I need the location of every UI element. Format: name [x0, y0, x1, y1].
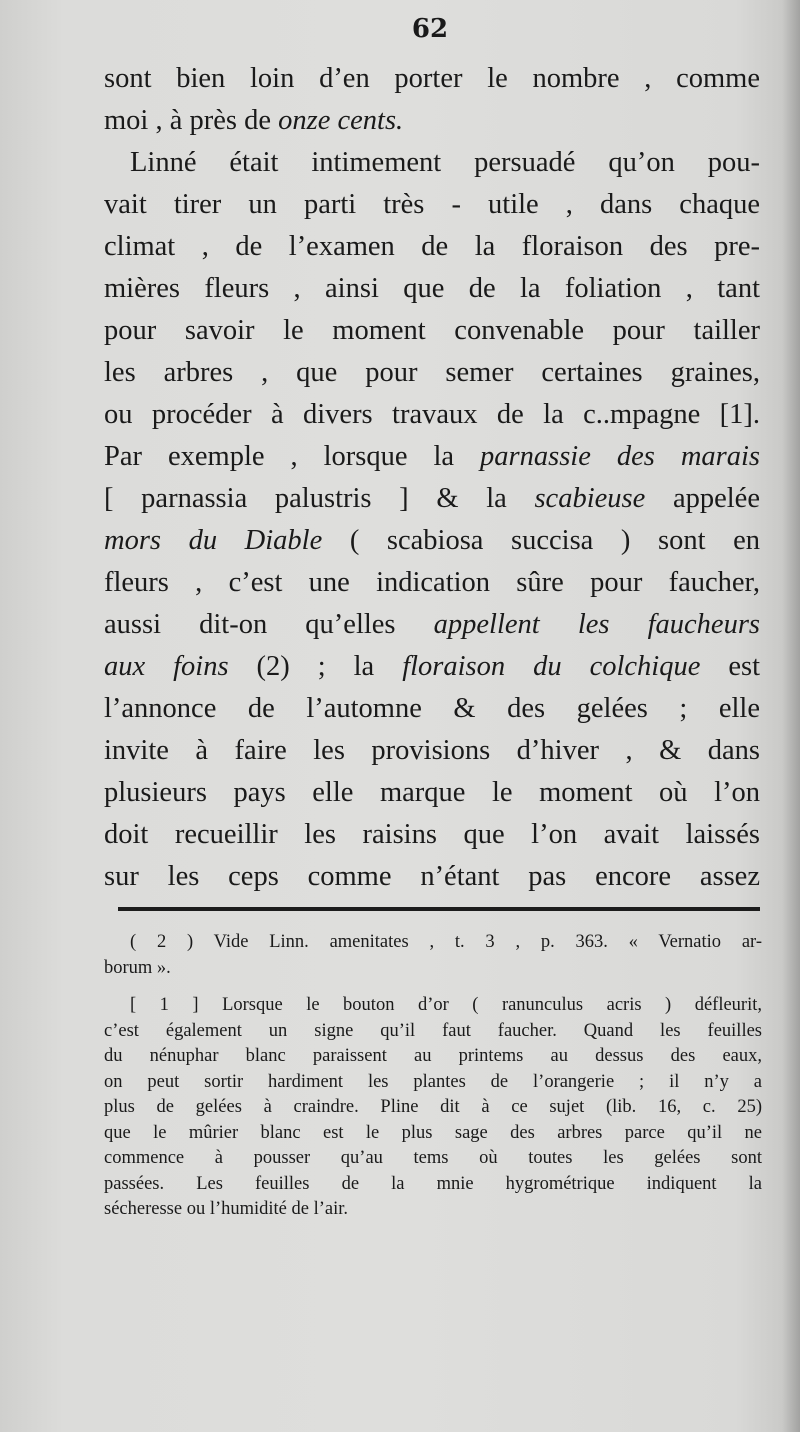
- text-line: ou procéder à divers travaux de la c..mpagne [1].: [104, 399, 760, 430]
- text-line: plusieurs pays elle marque le moment où l’on: [104, 777, 760, 808]
- footnote-2: [104, 930, 762, 981]
- text-line: [ parnassia palustris ] & la scabieuse appelée: [104, 483, 760, 514]
- text-line: sont bien loin d’en porter le nombre , comme: [104, 63, 760, 94]
- italic-phrase: onze cents.: [278, 105, 404, 136]
- text-line: vait tirer un parti très - utile , dans chaque: [104, 189, 760, 220]
- text-line: Par exemple , lorsque la parnassie des marais: [104, 441, 761, 472]
- text-line: sur les ceps comme n’étant pas encore assez: [104, 861, 760, 892]
- footnote-line: du nénuphar blanc paraissent au printems au dessus des eaux,: [104, 1046, 762, 1066]
- paragraph-start-line: Linné était intimement persuadé qu’on pou-: [130, 147, 760, 178]
- footnote-line: c’est également un signe qu’il faut faucher. Quand les feuilles: [104, 1020, 762, 1041]
- page-number: 62: [411, 14, 449, 44]
- text-line: les arbres , que pour semer certaines graines,: [104, 357, 760, 388]
- footnotes: [104, 930, 762, 1223]
- italic-phrase: aux foins: [104, 651, 229, 682]
- text-line: l’annonce de l’automne & des gelées ; elle: [104, 693, 760, 724]
- footnote-line: plus de gelées à craindre. Pline dit à ce sujet (lib. 16, c. 25): [104, 1097, 762, 1117]
- footnote-line: ( 2 ) Vide Linn. amenitates , t. 3 , p. 363. « Vernatio ar-: [130, 932, 762, 952]
- footnote-line: borum ».: [104, 957, 171, 978]
- italic-phrase: scabieuse: [534, 483, 646, 514]
- footnote-line: sécheresse ou l’humidité de l’air.: [104, 1199, 349, 1219]
- footnote-divider: [118, 907, 760, 911]
- italic-phrase: appellent les faucheurs: [433, 609, 761, 640]
- main-text: [104, 58, 760, 898]
- text-line: fleurs , c’est une indication sûre pour faucher,: [104, 567, 760, 598]
- footnote-line: commence à pousser qu’au tems où toutes les gelées sont: [104, 1148, 762, 1168]
- text-line: invite à faire les provisions d’hiver , & dans: [104, 735, 760, 766]
- text-line: aux foins (2) ; la floraison du colchique est: [104, 651, 760, 682]
- italic-phrase: mors du Diable: [104, 525, 323, 556]
- text-line: climat , de l’examen de la floraison des pre-: [104, 231, 760, 262]
- text-line: aussi dit-on qu’elles appellent les faucheurs: [104, 609, 761, 640]
- text-line: doit recueillir les raisins que l’on avait laissés: [104, 819, 760, 850]
- italic-phrase: parnassie des marais: [480, 441, 761, 472]
- text-line: mières fleurs , ainsi que de la foliation , tant: [104, 273, 760, 304]
- italic-phrase: floraison du colchique: [402, 651, 701, 682]
- footnote-line: passées. Les feuilles de la mnie hygrométrique indiquent la: [104, 1173, 762, 1194]
- page-edge-shadow: [782, 0, 800, 1432]
- footnote-line: que le mûrier blanc est le plus sage des arbres parce qu’il ne: [104, 1122, 762, 1143]
- text-line: moi , à près de onze cents.: [104, 105, 404, 136]
- footnote-1: [104, 993, 762, 1223]
- footnote-line: [ 1 ] Lorsque le bouton d’or ( ranunculus acris ) défleurit,: [130, 995, 762, 1015]
- text-line: mors du Diable ( scabiosa succisa ) sont en: [104, 525, 760, 556]
- text-line: pour savoir le moment convenable pour tailler: [104, 315, 760, 346]
- footnote-line: on peut sortir hardiment les plantes de l’orangerie ; il n’y a: [104, 1071, 762, 1092]
